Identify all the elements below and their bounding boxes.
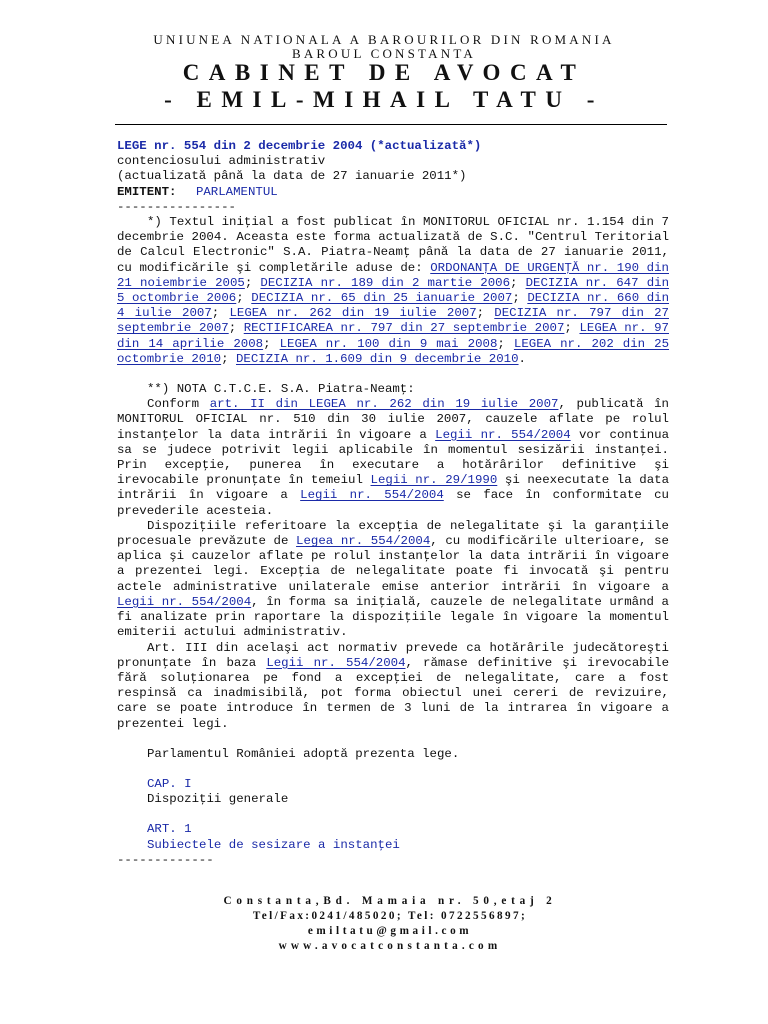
link-separator: ; (510, 275, 526, 290)
paragraph-dispozitiile (117, 519, 669, 641)
separator: ---------------- (117, 199, 236, 214)
emitent-value: PARLAMENTUL (195, 184, 278, 199)
footer-phones: Tel/Fax:0241/485020; Tel: 0722556897; (252, 910, 528, 922)
link-legea-554-2004[interactable]: Legea nr. 554/2004 (296, 534, 431, 549)
amendment-link[interactable]: LEGEA nr. 97 din 14 aprilie 2008 (117, 321, 669, 351)
link-separator: ; (512, 291, 528, 306)
link-separator: . (518, 351, 526, 366)
footer-address: Constanta,Bd. Mamaia nr. 50,etaj 2 (223, 895, 557, 907)
law-subject: contenciosului administrativ (117, 154, 326, 169)
emitent-label: EMITENT: (117, 184, 177, 199)
text: Conform (147, 397, 210, 412)
chapter-title: Dispoziţii generale (147, 792, 289, 807)
law-title: LEGE nr. 554 din 2 decembrie 2004 (*actualizată*) (117, 139, 482, 153)
document-body (117, 139, 669, 868)
header-union-line: UNIUNEA NATIONALA A BAROURILOR DIN ROMANIA (153, 32, 615, 47)
header-divider (115, 124, 667, 125)
amendment-link[interactable]: DECIZIA nr. 647 din 5 octombrie 2006 (117, 275, 670, 306)
footer-website: www.avocatconstanta.com (278, 940, 502, 952)
text: , rămase definitive şi irevocabile fără soluţionarea pe fond a excepţiei de nelegalitate, care a fost respinsă ca inadmisibilă, pot forma obiectul unei cereri de revizuire, care se poate introduce în termen de 3 luni de la intrarea în vigoare a prezentei legi. (117, 655, 670, 731)
link-separator: ; (564, 321, 580, 336)
header-cabinet-title: CABINET DE AVOCAT (182, 60, 586, 85)
amendment-link[interactable]: LEGEA nr. 202 din 25 octombrie 2010 (117, 336, 670, 366)
text: Dispoziţiile referitoare la excepţia de nelegalitate şi la garanţiile procesuale prevăzute de (117, 518, 669, 549)
header-lawyer-name: - EMIL-MIHAIL TATU - (164, 87, 604, 112)
adoption-statement: Parlamentul României adoptă prezenta lege. (147, 746, 460, 761)
link-legea-554-2004[interactable]: Legii nr. 554/2004 (300, 488, 444, 503)
text: , cu modificările ulterioare, se aplica şi cauzelor aflate pe rolul instanţelor la data intrării în vigoare a prezentei legi. Excepţia de nelegalitate poate fi invocată şi pentru actele administrative unilaterale emise anterior intrării în vigoare a (117, 534, 669, 594)
amendment-link[interactable]: DECIZIA nr. 65 din 25 ianuarie 2007 (251, 291, 513, 306)
amendment-link[interactable]: LEGEA nr. 262 din 19 iulie 2007 (229, 306, 477, 321)
link-separator: ; (236, 291, 252, 306)
law-updated: (actualizată până la data de 27 ianuarie 2011*) (117, 169, 467, 184)
note-initial-text: *) Textul iniţial a fost publicat în MONITORUL OFICIAL nr. 1.154 din 7 decembrie 2004. Aceasta este forma actualizată de S.C. "Centrul Teritorial de Calcul Electronic" S.A. Piatra-Neamţ până la data de 27 ianuarie 2011, cu modificările şi completările aduse de: (117, 215, 669, 275)
note-initial-publication (117, 215, 669, 367)
link-separator: ; (476, 306, 495, 321)
text: Art. III din acelaşi act normativ prevede ca hotărârile judecătoreşti pronunţate în baza (117, 640, 669, 670)
bottom-separator: ------------- (117, 852, 214, 867)
article-title: Subiectele de sesizare a instanţei (147, 837, 400, 852)
text: se face în conformitate cu prevederile acesteia. (117, 488, 669, 518)
link-separator: ; (228, 321, 244, 336)
link-separator: ; (497, 336, 514, 351)
amendment-link[interactable]: RECTIFICAREA nr. 797 din 27 septembrie 2007 (243, 321, 565, 336)
link-legea-29-1990[interactable]: Legii nr. 29/1990 (370, 473, 498, 488)
nota-ctce-title: **) NOTA C.T.C.E. S.A. Piatra-Neamţ: (147, 382, 415, 397)
footer-email: emiltatu@gmail.com (307, 925, 473, 937)
amendment-link[interactable]: DECIZIA nr. 189 din 2 martie 2006 (260, 275, 511, 290)
text: vor continua sa se judece potrivit legii aplicabile în momentul sesizării instanţei. Prin excepţie, punerea în executare a hotărârilor definitive şi irevocabile pronunţate în temeiul (117, 427, 670, 488)
emitent-row (117, 185, 669, 200)
amendment-link[interactable]: ORDONANŢA DE URGENŢĂ nr. 190 din 21 noiembrie 2005 (117, 260, 669, 290)
chapter-link[interactable]: CAP. I (147, 776, 192, 791)
paragraph-conform (117, 397, 669, 519)
link-separator: ; (221, 351, 236, 366)
amendment-link[interactable]: DECIZIA nr. 797 din 27 septembrie 2007 (117, 306, 669, 336)
link-legea-554-2004[interactable]: Legii nr. 554/2004 (435, 427, 571, 442)
header-bar-line: BAROUL CONSTANTA (291, 46, 477, 61)
text: şi neexecutate la data intrării în vigoare a (117, 473, 669, 503)
article-link[interactable]: ART. 1 (147, 822, 192, 837)
paragraph-art-iii (117, 641, 669, 732)
text: , în forma sa iniţială, cauzele de nelegalitate urmând a fi analizate prin raportare la dispoziţiile legale în vigoare la momentul emiterii actului administrativ. (117, 594, 669, 640)
link-legea-262-2007[interactable]: art. II din LEGEA nr. 262 din 19 iulie 2007 (209, 397, 559, 412)
amendment-link[interactable]: DECIZIA nr. 1.609 din 9 decembrie 2010 (235, 351, 519, 366)
link-separator: ; (211, 306, 230, 321)
link-separator: ; (263, 336, 280, 351)
link-separator: ; (244, 275, 261, 290)
link-legea-554-2004[interactable]: Legii nr. 554/2004 (266, 655, 406, 670)
link-legea-554-2004[interactable]: Legii nr. 554/2004 (117, 594, 252, 609)
amendment-link[interactable]: LEGEA nr. 100 din 9 mai 2008 (279, 336, 498, 351)
text: , publicată în MONITORUL OFICIAL nr. 510 din 30 iulie 2007, cauzele aflate pe rolul instanţelor la data intrării în vigoare a (117, 397, 669, 442)
amendment-link[interactable]: DECIZIA nr. 660 din 4 iulie 2007 (117, 291, 670, 321)
